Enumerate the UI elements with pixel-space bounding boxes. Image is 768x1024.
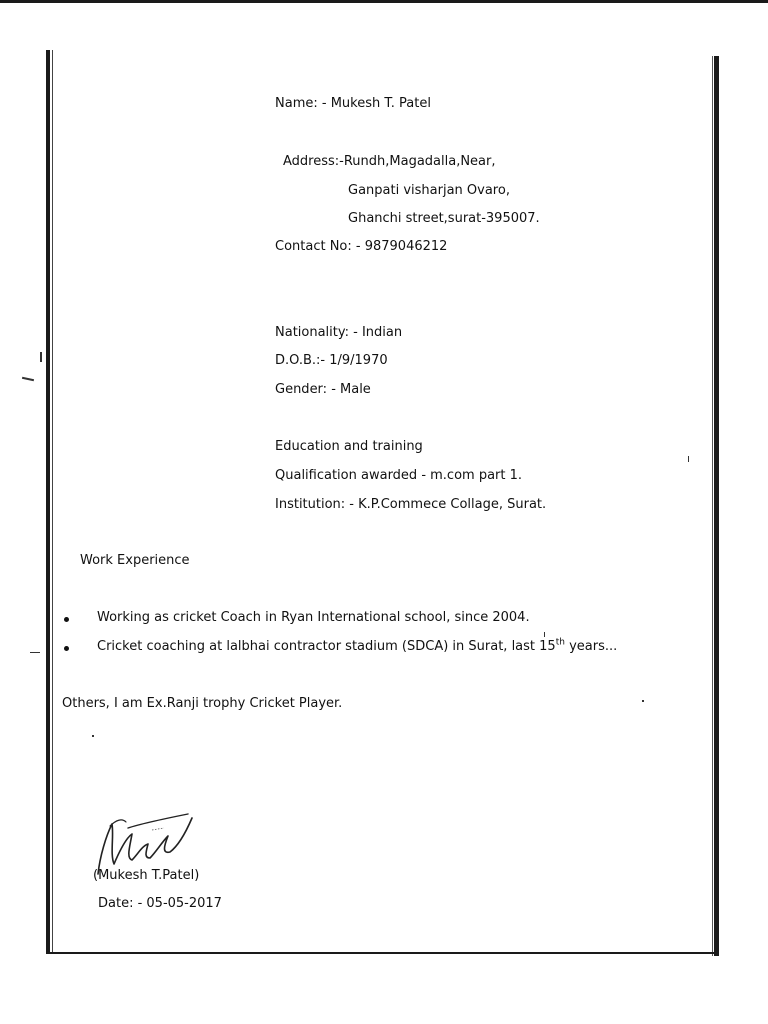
scan-speck <box>544 632 545 637</box>
scan-edge-top <box>0 0 768 3</box>
page-border-left-inner <box>52 50 53 954</box>
page-border-right <box>714 56 719 956</box>
work-item-2-text: Cricket coaching at lalbhai contractor stadium (SDCA) in Surat, last 15 <box>97 639 556 654</box>
work-item-2-superscript: th <box>555 637 565 648</box>
work-item-1: Working as cricket Coach in Ryan International school, since 2004. <box>97 610 530 625</box>
bullet-icon <box>64 617 69 622</box>
signoff-date: Date: - 05-05-2017 <box>98 896 222 911</box>
signatory-name: (Mukesh T.Patel) <box>93 868 200 883</box>
page-border-bottom <box>48 952 718 954</box>
address-line-3: Ghanchi street,surat-395007. <box>348 211 540 226</box>
scan-speck <box>642 700 644 702</box>
bullet-icon <box>64 646 69 651</box>
qualification-line: Qualification awarded - m.com part 1. <box>275 468 523 483</box>
address-line-1: Address:-Rundh,Magadalla,Near, <box>283 154 496 169</box>
address-line-2: Ganpati visharjan Ovaro, <box>348 183 510 198</box>
scan-speck <box>92 735 94 737</box>
contact-line: Contact No: - 9879046212 <box>275 239 448 254</box>
dob-line: D.O.B.:- 1/9/1970 <box>275 353 388 368</box>
nationality-line: Nationality: - Indian <box>275 325 403 340</box>
others-line: Others, I am Ex.Ranji trophy Cricket Player. <box>62 696 343 711</box>
scan-speck <box>30 652 40 653</box>
name-line: Name: - Mukesh T. Patel <box>275 96 431 111</box>
institution-line: Institution: - K.P.Commece Collage, Surat. <box>275 497 547 512</box>
gender-line: Gender: - Male <box>275 382 371 397</box>
work-experience-heading: Work Experience <box>80 553 190 568</box>
education-heading: Education and training <box>275 439 423 454</box>
page-border-left <box>46 50 50 954</box>
scan-speck <box>22 377 34 381</box>
work-item-2 <box>97 639 617 655</box>
page-border-right-inner <box>712 56 713 956</box>
work-item-2-suffix: years... <box>564 639 618 654</box>
scan-speck <box>40 352 42 362</box>
scan-speck <box>688 456 689 462</box>
